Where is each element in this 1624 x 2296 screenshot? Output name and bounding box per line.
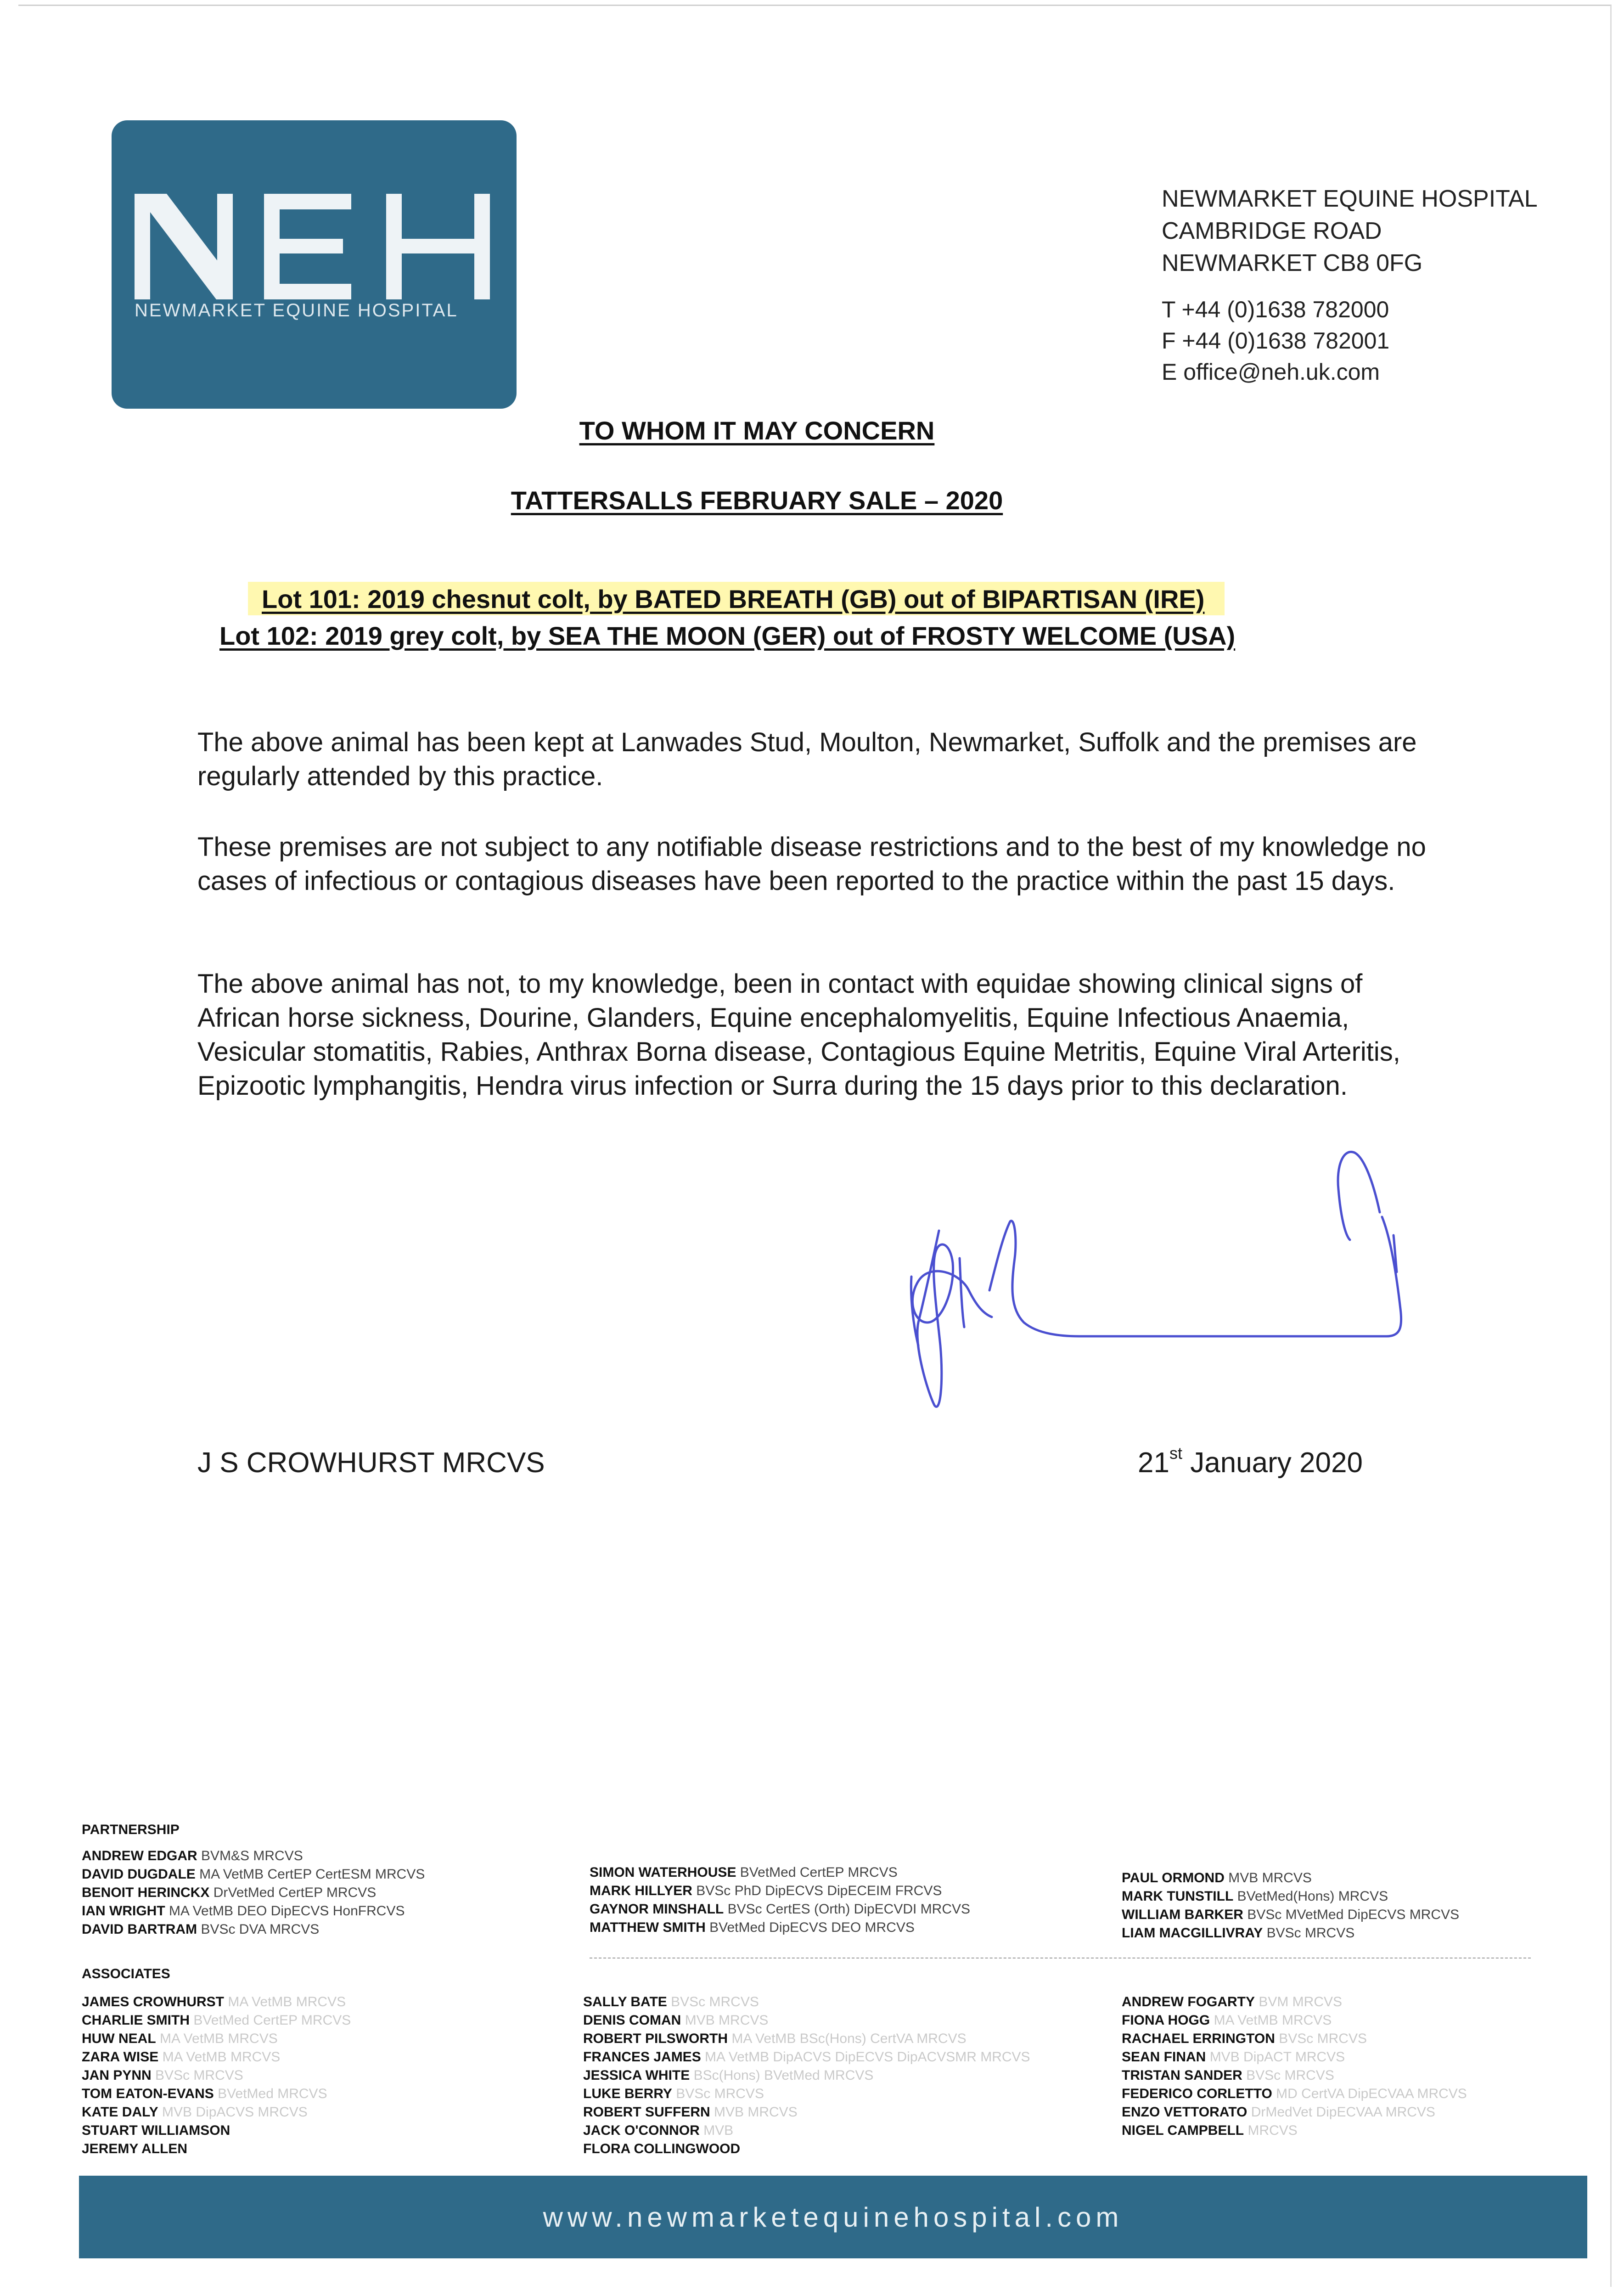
staff-qualifications: MA VetMB MRCVS — [160, 2031, 278, 2046]
hospital-contact — [1162, 294, 1575, 388]
staff-name: PAUL ORMOND — [1122, 1870, 1225, 1885]
staff-name: SEAN FINAN — [1122, 2049, 1206, 2065]
staff-qualifications: BSc(Hons) BVetMed MRCVS — [693, 2068, 874, 2083]
staff-entry — [1122, 2122, 1467, 2140]
phone-number: T +44 (0)1638 782000 — [1162, 297, 1389, 322]
staff-entry — [82, 2103, 351, 2122]
address-line: CAMBRIDGE ROAD — [1162, 218, 1382, 244]
staff-entry — [82, 2140, 351, 2158]
staff-name: ROBERT PILSWORTH — [583, 2031, 728, 2046]
staff-qualifications: BVSc MRCVS — [155, 2068, 243, 2083]
staff-name: CHARLIE SMITH — [82, 2013, 190, 2028]
staff-qualifications: BVetMed CertEP MRCVS — [740, 1865, 898, 1880]
footer-bar — [79, 2176, 1587, 2258]
staff-entry — [1122, 2011, 1467, 2030]
staff-name: RACHAEL ERRINGTON — [1122, 2031, 1275, 2046]
neh-logo — [112, 120, 517, 409]
signature-date — [1138, 1446, 1363, 1479]
staff-qualifications: MA VetMB BSc(Hons) CertVA MRCVS — [731, 2031, 967, 2046]
staff-qualifications: BVSc MRCVS — [676, 2086, 764, 2101]
staff-qualifications: BVSc DVA MRCVS — [201, 1922, 320, 1937]
staff-name: BENOIT HERINCKX — [82, 1885, 210, 1900]
staff-entry — [82, 2066, 351, 2085]
handwritten-signature — [886, 1125, 1460, 1446]
staff-name: ZARA WISE — [82, 2049, 159, 2065]
staff-name: JACK O'CONNOR — [583, 2123, 700, 2138]
staff-name: JAMES CROWHURST — [82, 1994, 225, 2009]
staff-qualifications: MA VetMB MRCVS — [162, 2049, 281, 2065]
staff-qualifications: BVetMed CertEP MRCVS — [193, 2013, 351, 2028]
neh-logo-mark — [135, 189, 497, 304]
staff-name: MARK TUNSTILL — [1122, 1889, 1234, 1904]
staff-entry — [1122, 1993, 1467, 2011]
staff-entry — [1122, 2066, 1467, 2085]
address-line: NEWMARKET EQUINE HOSPITAL — [1162, 186, 1538, 212]
staff-entry — [82, 1993, 351, 2011]
signer-name: J S CROWHURST MRCVS — [197, 1447, 545, 1479]
staff-qualifications: BVM&S MRCVS — [201, 1848, 303, 1863]
heading-sale: TATTERSALLS FEBRUARY SALE – 2020 — [511, 486, 1003, 515]
staff-entry — [1122, 1924, 1459, 1942]
date-day: 21 — [1138, 1447, 1169, 1479]
staff-name: ENZO VETTORATO — [1122, 2105, 1248, 2120]
hospital-address — [1162, 183, 1575, 279]
staff-qualifications: DrVetMed CertEP MRCVS — [213, 1885, 376, 1900]
staff-qualifications: MVB MRCVS — [685, 2013, 769, 2028]
staff-qualifications: MVB DipACT MRCVS — [1209, 2049, 1345, 2065]
staff-qualifications: MVB DipACVS MRCVS — [162, 2105, 308, 2120]
partnership-column-2 — [590, 1863, 970, 1937]
partnership-column-1 — [82, 1847, 425, 1939]
associates-label: ASSOCIATES — [82, 1966, 170, 1981]
staff-entry — [583, 2085, 1030, 2103]
fax-number: F +44 (0)1638 782001 — [1162, 328, 1390, 354]
staff-entry — [1122, 2103, 1467, 2122]
staff-entry — [583, 2103, 1030, 2122]
staff-name: LIAM MACGILLIVRAY — [1122, 1925, 1263, 1941]
email-address: E office@neh.uk.com — [1162, 359, 1380, 385]
staff-entry — [583, 2011, 1030, 2030]
staff-name: WILLIAM BARKER — [1122, 1907, 1243, 1922]
staff-qualifications: BVetMed MRCVS — [218, 2086, 327, 2101]
staff-qualifications: MA VetMB DEO DipECVS HonFRCVS — [169, 1903, 405, 1919]
staff-qualifications: BVetMed(Hons) MRCVS — [1237, 1889, 1388, 1904]
staff-name: SALLY BATE — [583, 1994, 667, 2009]
staff-entry — [583, 2048, 1030, 2066]
staff-qualifications: MVB MRCVS — [1228, 1870, 1312, 1885]
staff-entry — [82, 2048, 351, 2066]
staff-qualifications: MA VetMB CertEP CertESM MRCVS — [199, 1867, 425, 1882]
staff-name: FIONA HOGG — [1122, 2013, 1210, 2028]
associates-column-1 — [82, 1993, 351, 2158]
staff-entry — [82, 1847, 425, 1865]
staff-name: ROBERT SUFFERN — [583, 2105, 710, 2120]
lot-102-line: Lot 102: 2019 grey colt, by SEA THE MOON (GER) out of FROSTY WELCOME (USA) — [219, 621, 1236, 650]
staff-entry — [1122, 2048, 1467, 2066]
staff-entry — [590, 1900, 970, 1919]
staff-name: ANDREW FOGARTY — [1122, 1994, 1255, 2009]
neh-letters — [135, 194, 490, 299]
staff-name: JAN PYNN — [82, 2068, 152, 2083]
staff-name: FRANCES JAMES — [583, 2049, 701, 2065]
date-month-year: January 2020 — [1182, 1447, 1363, 1479]
staff-name: DAVID DUGDALE — [82, 1867, 196, 1882]
staff-entry — [82, 1920, 425, 1939]
paragraph-restrictions: These premises are not subject to any notifiable disease restrictions and to the best of my knowledge no cases of infectious or contagious diseases have been reported to the practice within the past 15 days. — [197, 832, 1426, 896]
staff-entry — [1122, 1906, 1459, 1924]
partnership-label: PARTNERSHIP — [82, 1822, 180, 1837]
staff-entry — [82, 1884, 425, 1902]
staff-entry — [82, 2011, 351, 2030]
staff-name: FEDERICO CORLETTO — [1122, 2086, 1272, 2101]
staff-qualifications: BVSc MRCVS — [1279, 2031, 1367, 2046]
staff-qualifications: DrMedVet DipECVAA MRCVS — [1251, 2105, 1435, 2120]
staff-qualifications: MA VetMB DipACVS DipECVS DipACVSMR MRCVS — [705, 2049, 1030, 2065]
staff-qualifications: BVSc MRCVS — [1246, 2068, 1334, 2083]
staff-qualifications: BVM MRCVS — [1259, 1994, 1343, 2009]
paragraph-premises: The above animal has been kept at Lanwades Stud, Moulton, Newmarket, Suffolk and the premises are regularly attended by this practice. — [197, 727, 1417, 791]
staff-entry — [82, 2085, 351, 2103]
staff-entry — [590, 1882, 970, 1900]
staff-name: SIMON WATERHOUSE — [590, 1865, 736, 1880]
staff-name: JESSICA WHITE — [583, 2068, 690, 2083]
staff-qualifications: MVB — [703, 2123, 734, 2138]
staff-name: STUART WILLIAMSON — [82, 2123, 230, 2138]
staff-entry — [82, 1902, 425, 1920]
staff-name: MATTHEW SMITH — [590, 1920, 706, 1935]
staff-name: DAVID BARTRAM — [82, 1922, 197, 1937]
staff-entry — [583, 2030, 1030, 2048]
staff-entry — [583, 2140, 1030, 2158]
staff-entry — [82, 2030, 351, 2048]
staff-qualifications: MVB MRCVS — [714, 2105, 798, 2120]
staff-entry — [82, 2122, 351, 2140]
staff-name: MARK HILLYER — [590, 1883, 692, 1898]
staff-name: GAYNOR MINSHALL — [590, 1902, 724, 1917]
heading-to-whom: TO WHOM IT MAY CONCERN — [579, 416, 935, 445]
staff-qualifications: MA VetMB MRCVS — [228, 1994, 346, 2009]
staff-qualifications: MD CertVA DipECVAA MRCVS — [1276, 2086, 1467, 2101]
staff-entry — [583, 2066, 1030, 2085]
staff-entry — [590, 1919, 970, 1937]
staff-qualifications: BVSc MVetMed DipECVS MRCVS — [1247, 1907, 1460, 1922]
staff-name: DENIS COMAN — [583, 2013, 681, 2028]
staff-qualifications: BVetMed DipECVS DEO MRCVS — [709, 1920, 915, 1935]
staff-name: NIGEL CAMPBELL — [1122, 2123, 1244, 2138]
staff-qualifications: BVSc CertES (Orth) DipECVDI MRCVS — [727, 1902, 971, 1917]
staff-qualifications: BVSc MRCVS — [1266, 1925, 1355, 1941]
staff-qualifications: BVSc PhD DipECVS DipECEIM FRCVS — [696, 1883, 942, 1898]
staff-name: JEREMY ALLEN — [82, 2141, 188, 2156]
staff-name: TOM EATON-EVANS — [82, 2086, 214, 2101]
associates-column-2 — [583, 1993, 1030, 2158]
staff-name: HUW NEAL — [82, 2031, 156, 2046]
staff-name: LUKE BERRY — [583, 2086, 672, 2101]
staff-name: FLORA COLLINGWOOD — [583, 2141, 741, 2156]
staff-entry — [82, 1865, 425, 1884]
address-line: NEWMARKET CB8 0FG — [1162, 250, 1423, 276]
associates-column-3 — [1122, 1993, 1467, 2140]
partnership-column-3 — [1122, 1869, 1459, 1942]
date-suffix: st — [1169, 1444, 1182, 1463]
logo-subtitle: NEWMARKET EQUINE HOSPITAL — [135, 300, 458, 321]
staff-entry — [583, 1993, 1030, 2011]
staff-entry — [1122, 1887, 1459, 1906]
staff-entry — [1122, 2030, 1467, 2048]
staff-name: IAN WRIGHT — [82, 1903, 165, 1919]
staff-qualifications: BVSc MRCVS — [671, 1994, 759, 2009]
lot-101-wrapper — [248, 584, 1225, 614]
paragraph-contact-declaration: The above animal has not, to my knowledge, been in contact with equidae showing clinical signs of African horse sickness, Dourine, Glanders, Equine encephalomyelitis, Equine Infectious Anaemia, Vesicular stomatitis, Rabies, Anthrax Borna disease, Contagious Equine Metritis, Equine Viral Arteritis, Epizootic lymphangitis, Hendra virus infection or Surra during the 15 days prior to this declaration. — [197, 969, 1400, 1101]
staff-name: TRISTAN SANDER — [1122, 2068, 1242, 2083]
staff-qualifications: MA VetMB MRCVS — [1214, 2013, 1332, 2028]
staff-name: KATE DALY — [82, 2105, 158, 2120]
staff-entry — [1122, 1869, 1459, 1887]
staff-entry — [1122, 2085, 1467, 2103]
lot-101-line: Lot 101: 2019 chesnut colt, by BATED BREATH (GB) out of BIPARTISAN (IRE) — [248, 582, 1225, 615]
staff-entry — [583, 2122, 1030, 2140]
footer-website-link[interactable]: www.newmarketequinehospital.com — [543, 2201, 1124, 2233]
staff-entry — [590, 1863, 970, 1882]
staff-qualifications: MRCVS — [1248, 2123, 1298, 2138]
staff-name: ANDREW EDGAR — [82, 1848, 197, 1863]
